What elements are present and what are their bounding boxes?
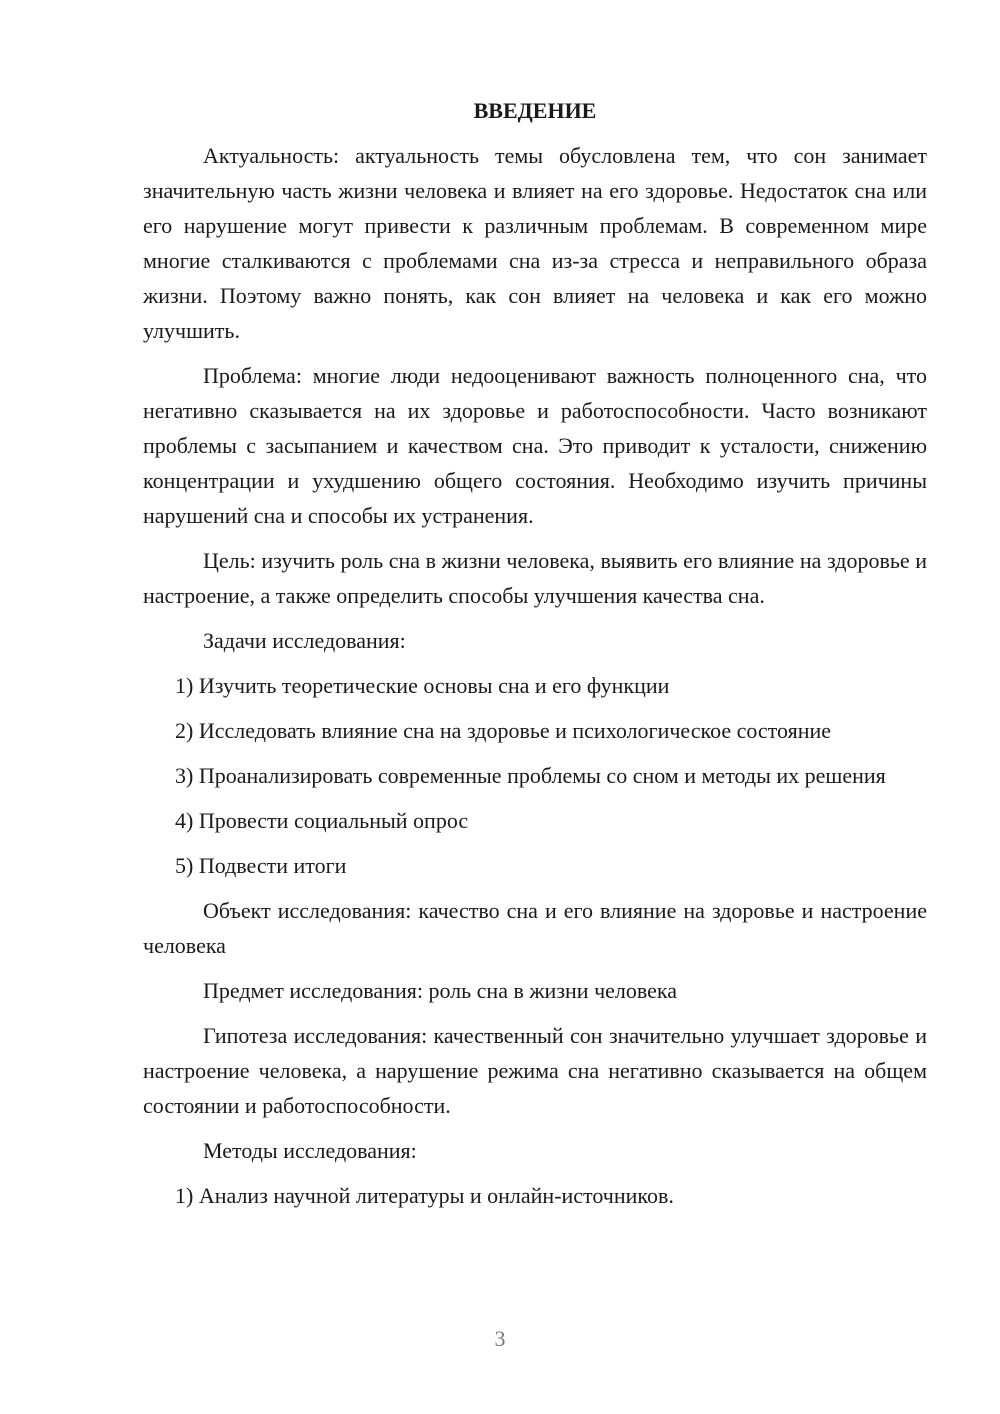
task-item: 4) Провести социальный опрос xyxy=(175,808,469,833)
task-item: 2) Исследовать влияние сна на здоровье и психологическое состояние xyxy=(175,718,832,743)
object-paragraph: Объект исследования: качество сна и его влияние на здоровье и настроение человека xyxy=(143,898,927,958)
hypothesis-paragraph: Гипотеза исследования: качественный сон значительно улучшает здоровье и настроение человека, а нарушение режима сна негативно сказывается на общем состоянии и работоспособности. xyxy=(143,1023,927,1118)
goal-paragraph: Цель: изучить роль сна в жизни человека, выявить его влияние на здоровье и настроение, а также определить способы улучшения качества сна. xyxy=(143,548,927,608)
task-item: 1) Изучить теоретические основы сна и его функции xyxy=(175,673,670,698)
tasks-label: Задачи исследования: xyxy=(203,628,406,653)
task-item: 5) Подвести итоги xyxy=(175,853,347,878)
methods-label: Методы исследования: xyxy=(203,1138,417,1163)
problem-paragraph: Проблема: многие люди недооценивают важность полноценного сна, что негативно сказывается на их здоровье и работоспособности. Часто возникают проблемы с засыпанием и качеством сна. Это приводит к усталости, снижению концентрации и ухудшению общего состояния. Необходимо изучить причины нарушений сна и способы их устранения. xyxy=(143,363,927,528)
task-item: 3) Проанализировать современные проблемы со сном и методы их решения xyxy=(175,763,886,788)
page-number: 3 xyxy=(494,1326,506,1351)
method-item: 1) Анализ научной литературы и онлайн-источников. xyxy=(175,1183,674,1208)
relevance-paragraph: Актуальность: актуальность темы обусловлена тем, что сон занимает значительную часть жизни человека и влияет на его здоровье. Недостаток сна или его нарушение могут привести к различным проблемам. В современном мире многие сталкиваются с проблемами сна из-за стресса и неправильного образа жизни. Поэтому важно понять, как сон влияет на человека и как его можно улучшить. xyxy=(143,143,927,343)
subject-paragraph: Предмет исследования: роль сна в жизни человека xyxy=(203,978,678,1003)
page-title: ВВЕДЕНИЕ xyxy=(473,98,597,123)
